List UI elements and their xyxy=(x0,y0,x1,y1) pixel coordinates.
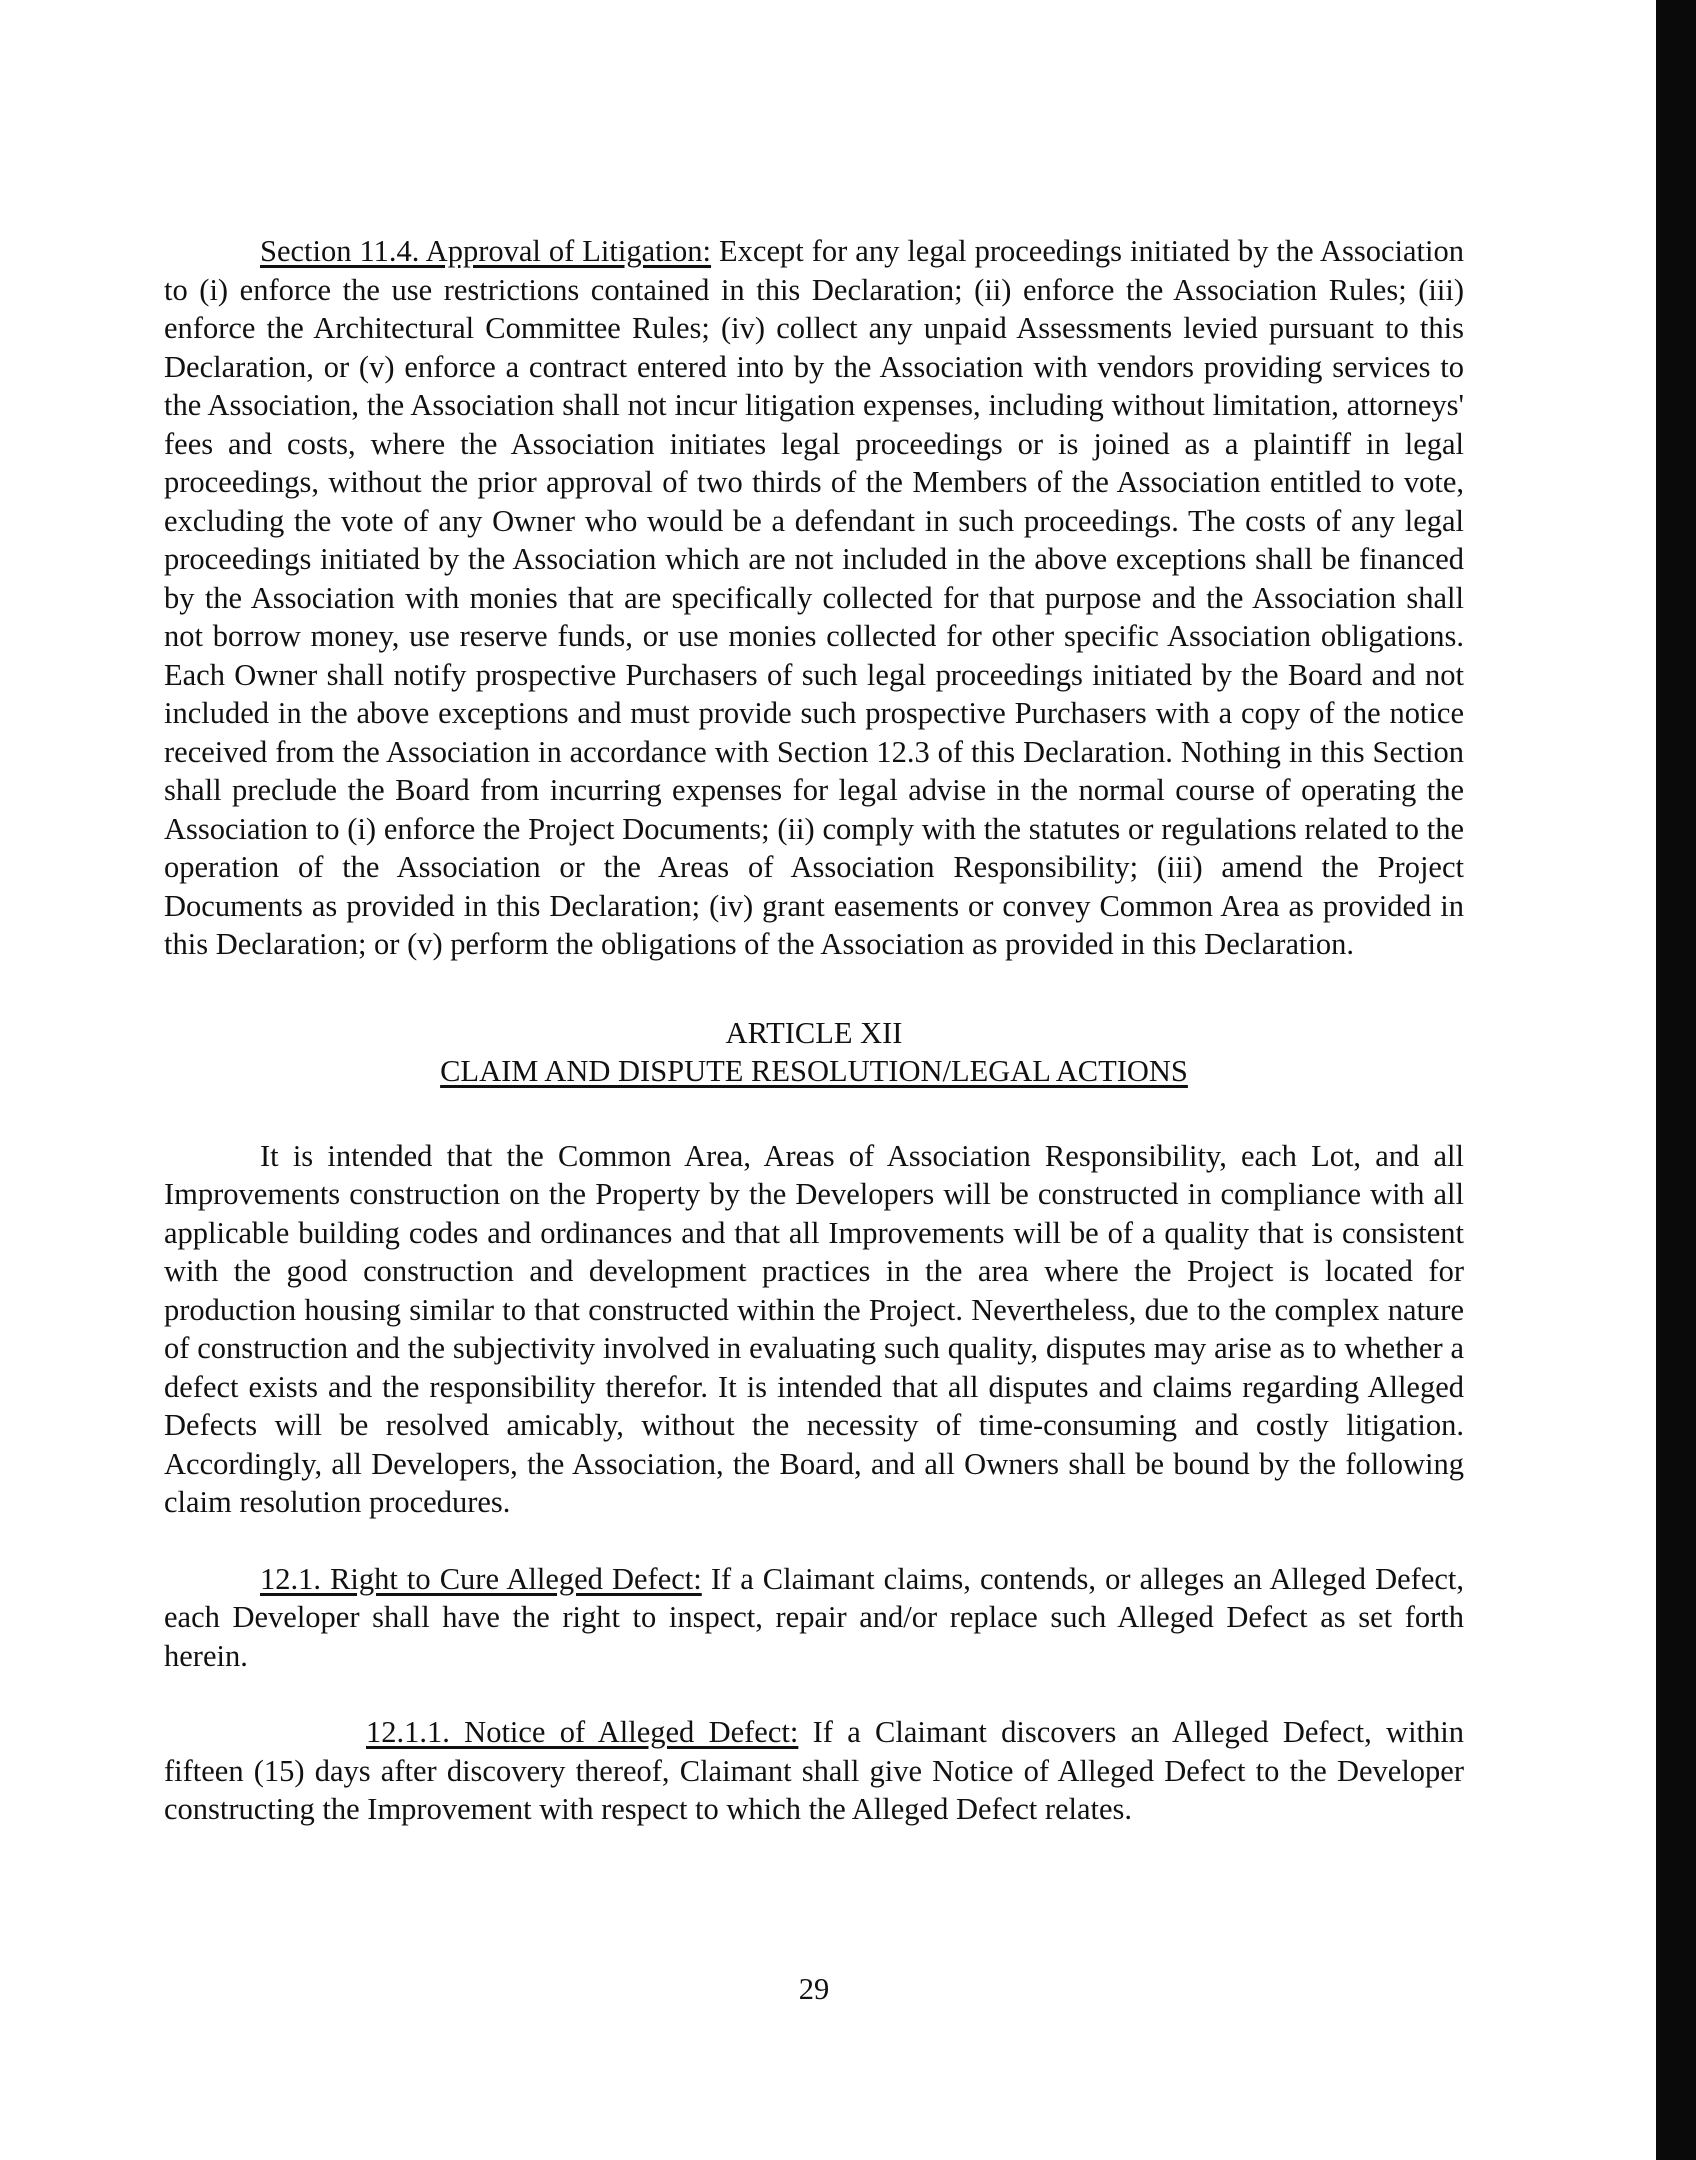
page-number: 29 xyxy=(798,1972,830,2006)
article-intro-paragraph: It is intended that the Common Area, Areas of Association Responsibility, each Lot, and all Improvements construction on the Property by the Developers will be constructed in compliance with all applicable building codes and ordinances and that all Improvements will be of a quality that is consistent with the good construction and development practices in the area where the Project is located for production housing similar to that constructed within the Project. Nevertheless, due to the complex nature of construction and the subjectivity involved in evaluating such quality, disputes may arise as to whether a defect exists and the responsibility therefor. It is intended that all disputes and claims regarding Alleged Defects will be resolved amicably, without the necessity of time-consuming and costly litigation. Accordingly, all Developers, the Association, the Board, and all Owners shall be bound by the following claim resolution procedures. xyxy=(164,1138,1464,1519)
article-title-line xyxy=(164,1052,1464,1091)
spacer xyxy=(164,964,1464,1014)
scan-edge-bar xyxy=(1656,0,1696,2160)
section-11-4-text: Except for any legal proceedings initiated by the Association to (i) enforce the use restrictions contained in this Declaration; (ii) enforce the Association Rules; (iii) enforce the Architectural Committee Rules; (iv) collect any unpaid Assessments levied pursuant to this Declaration, or (v) enforce a contract entered into by the Association with vendors providing services to the Association, the Association shall not incur litigation expenses, including without limitation, attorneys' fees and costs, where the Association initiates legal proceedings or is joined as a plaintiff in legal proceedings, without the prior approval of two thirds of the Members of the Association entitled to vote, excluding the vote of any Owner who would be a defendant in such proceedings. The costs of any legal proceedings initiated by the Association which are not included in the above exceptions shall be financed by the Association with monies that are specifically collected for that purpose and the Association shall not borrow money, use reserve funds, or use monies collected for other specific Association obligations. Each Owner shall notify prospective Purchasers of such legal proceedings initiated by the Board and not included in the above exceptions and must provide such prospective Purchasers with a copy of the notice received from the Association in accordance with Section 12.3 of this Declaration. Nothing in this Section shall preclude the Board from incurring expenses for legal advise in the normal course of operating the Association to (i) enforce the Project Documents; (ii) comply with the statutes or regulations related to the operation of the Association or the Areas of Association Responsibility; (iii) amend the Project Documents as provided in this Declaration; (iv) grant easements or convey Common Area as provided in this Declaration; or (v) perform the obligations of the Association as provided in this Declaration. xyxy=(164,234,1464,961)
section-12-1-1-heading: 12.1.1. Notice of Alleged Defect: xyxy=(366,1715,799,1749)
section-12-1-paragraph xyxy=(164,1560,1464,1676)
section-12-1-text: If a Claimant claims, contends, or alleges an Alleged Defect, each Developer shall have the right to inspect, repair and/or replace such Alleged Defect as set forth herein. xyxy=(164,1561,1464,1673)
spacer xyxy=(164,1675,1464,1713)
spacer xyxy=(164,1522,1464,1560)
section-12-1-heading: 12.1. Right to Cure Alleged Defect: xyxy=(260,1561,702,1596)
section-11-4-heading: Section 11.4. Approval of Litigation: xyxy=(260,234,712,268)
section-12-1-1-text: If a Claimant discovers an Alleged Defect, within fifteen (15) days after discovery thereof, Claimant shall give Notice of Alleged Defect to the Developer constructing the Improvement with respect to which the Alleged Defect relates. xyxy=(164,1715,1464,1826)
spacer xyxy=(164,1091,1464,1137)
section-12-1-1-paragraph xyxy=(164,1713,1464,1829)
article-number: ARTICLE XII xyxy=(725,1015,903,1050)
section-11-4-paragraph xyxy=(164,232,1464,964)
article-title: CLAIM AND DISPUTE RESOLUTION/LEGAL ACTIONS xyxy=(440,1054,1188,1088)
page-body xyxy=(164,232,1464,1829)
